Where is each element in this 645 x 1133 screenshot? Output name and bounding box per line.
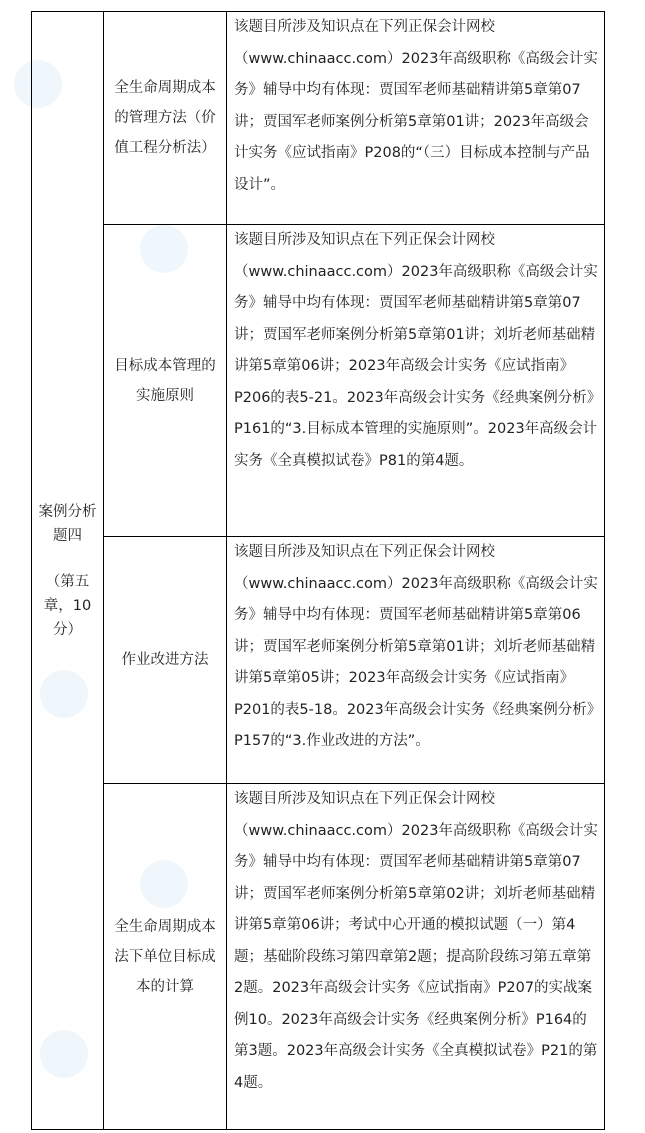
table-row [32,784,605,1130]
knowledge-topic: 全生命周期成本的管理方法（价值工程分析法） [104,12,227,225]
knowledge-point-table [31,11,605,1130]
knowledge-topic: 作业改进方法 [104,537,227,784]
knowledge-topic: 全生命周期成本法下单位目标成本的计算 [104,784,227,1130]
knowledge-detail: 该题目所涉及知识点在下列正保会计网校（www.chinaacc.com）2023年高级职称《高级会计实务》辅导中均有体现：贾国军老师基础精讲第5章第06讲；贾国军老师案例分析第5章第01讲；刘圻老师基础精讲第5章第05讲；2023年高级会计实务《应试指南》P201的表5-18。2023年高级会计实务《经典案例分析》P157的“3.作业改进的方法”。 [227,537,605,784]
knowledge-detail: 该题目所涉及知识点在下列正保会计网校（www.chinaacc.com）2023年高级职称《高级会计实务》辅导中均有体现：贾国军老师基础精讲第5章第07讲；贾国军老师案例分析第5章第01讲；刘圻老师基础精讲第5章第06讲；2023年高级会计实务《应试指南》P206的表5-21。2023年高级会计实务《经典案例分析》P161的“3.目标成本管理的实施原则”。2023年高级会计实务《全真模拟试卷》P81的第4题。 [227,225,605,537]
question-category-cell [32,12,104,1130]
table-row [32,12,605,225]
knowledge-topic: 目标成本管理的实施原则 [104,225,227,537]
question-category-title: 案例分析题四 [38,503,97,544]
question-category-note: （第五章，10分） [43,573,92,638]
table-row [32,225,605,537]
table-row [32,537,605,784]
knowledge-detail: 该题目所涉及知识点在下列正保会计网校（www.chinaacc.com）2023年高级职称《高级会计实务》辅导中均有体现：贾国军老师基础精讲第5章第07讲；贾国军老师案例分析第5章第01讲；2023年高级会计实务《应试指南》P208的“（三）目标成本控制与产品设计”。 [227,12,605,225]
knowledge-detail: 该题目所涉及知识点在下列正保会计网校（www.chinaacc.com）2023年高级职称《高级会计实务》辅导中均有体现：贾国军老师基础精讲第5章第07讲；贾国军老师案例分析第5章第02讲；刘圻老师基础精讲第5章第06讲；考试中心开通的模拟试题（一）第4题；基础阶段练习第四章第2题；提高阶段练习第五章第2题。2023年高级会计实务《应试指南》P207的实战案例10。2023年高级会计实务《经典案例分析》P164的第3题。2023年高级会计实务《全真模拟试卷》P21的第4题。 [227,784,605,1130]
